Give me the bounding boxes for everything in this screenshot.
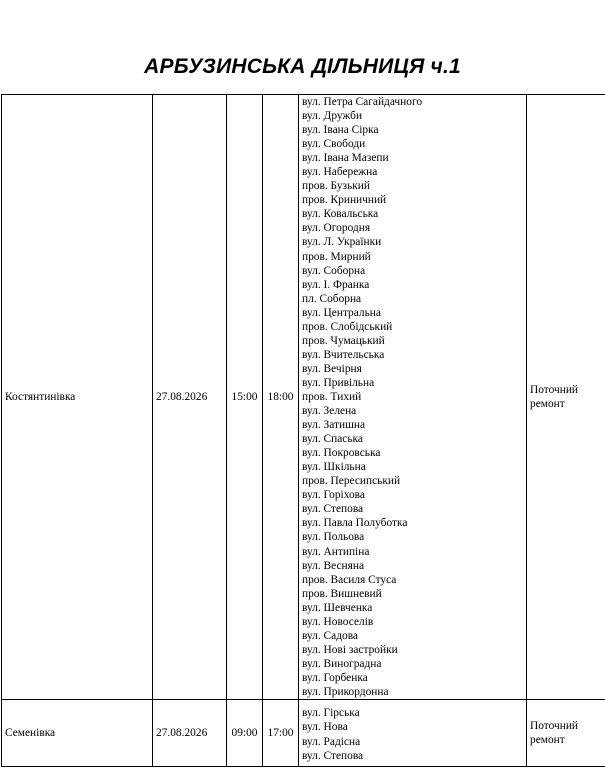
- street-item: пров. Мирний: [302, 250, 371, 263]
- time-to-cell: 18:00: [263, 95, 299, 700]
- street-item: вул. Свободи: [302, 138, 366, 151]
- date-cell: 27.08.2026: [153, 95, 227, 700]
- streets-cell: [299, 700, 527, 767]
- street-item: вул. Радісна: [302, 735, 361, 748]
- street-item: вул. Л. Українки: [302, 236, 382, 249]
- street-item: вул. Горбенка: [302, 671, 368, 684]
- street-item: вул. Набережна: [302, 166, 378, 179]
- street-item: пров. Василя Стуса: [302, 573, 397, 586]
- street-item: вул. Шкільна: [302, 461, 366, 474]
- time-to-cell: 17:00: [263, 700, 299, 767]
- streets-cell: [299, 95, 527, 700]
- street-item: вул. Новоселів: [302, 615, 374, 628]
- street-item: вул. Антипіна: [302, 545, 370, 558]
- work-type-cell: Поточний ремонт: [527, 95, 605, 700]
- street-item: вул. Прикордонна: [302, 685, 389, 698]
- street-item: вул. Соборна: [302, 264, 366, 277]
- street-item: вул. Степова: [302, 503, 364, 516]
- street-item: пров. Пересипський: [302, 475, 401, 488]
- street-item: вул. Вечірня: [302, 362, 362, 375]
- street-item: пров. Вишневий: [302, 587, 382, 600]
- street-item: вул. Івана Мазепи: [302, 152, 389, 165]
- street-item: вул. Затишна: [302, 419, 366, 432]
- table-row: [2, 95, 605, 700]
- street-item: вул. Нові застройки: [302, 643, 398, 656]
- time-from-cell: 15:00: [227, 95, 263, 700]
- street-item: вул. Горіхова: [302, 489, 365, 502]
- street-item: вул. Степова: [302, 749, 364, 762]
- street-item: вул. Садова: [302, 629, 358, 642]
- street-item: пров. Бузький: [302, 180, 370, 193]
- street-item: вул. Шевченка: [302, 601, 373, 614]
- settlement-cell: Семенівка: [2, 700, 153, 767]
- street-item: вул. Зелена: [302, 405, 357, 418]
- time-from-cell: 09:00: [227, 700, 263, 767]
- street-item: вул. Дружби: [302, 110, 363, 123]
- street-item: вул. Виноградна: [302, 657, 382, 670]
- street-item: вул. Центральна: [302, 306, 381, 319]
- street-item: вул. Спаська: [302, 433, 363, 446]
- street-item: вул. І. Франка: [302, 278, 370, 291]
- street-item: вул. Івана Сірка: [302, 124, 379, 137]
- document-title: АРБУЗИНСЬКА ДІЛЬНИЦЯ ч.1: [144, 55, 461, 78]
- street-item: пров. Слобідський: [302, 320, 393, 333]
- street-item: вул. Ковальська: [302, 208, 379, 221]
- street-item: пров. Чумацький: [302, 334, 385, 347]
- street-item: вул. Петра Сагайдачного: [302, 96, 423, 108]
- table-row: [2, 700, 605, 767]
- street-item: пл. Соборна: [302, 292, 362, 305]
- work-type-cell: Поточний ремонт: [527, 700, 605, 767]
- street-item: вул. Покровська: [302, 447, 381, 460]
- street-item: вул. Гірська: [302, 707, 360, 720]
- street-item: вул. Польова: [302, 531, 365, 544]
- street-item: вул. Нова: [302, 721, 348, 734]
- settlement-cell: Костянтинівка: [2, 95, 153, 700]
- street-item: вул. Огородня: [302, 222, 371, 235]
- street-item: пров. Криничний: [302, 194, 387, 207]
- street-item: вул. Павла Полуботка: [302, 517, 408, 530]
- street-item: вул. Вчительська: [302, 348, 385, 361]
- street-item: пров. Тихий: [302, 390, 362, 403]
- street-item: вул. Весняна: [302, 559, 365, 572]
- outage-schedule-table: [1, 94, 605, 767]
- date-cell: 27.08.2026: [153, 700, 227, 767]
- street-item: вул. Привільна: [302, 376, 375, 389]
